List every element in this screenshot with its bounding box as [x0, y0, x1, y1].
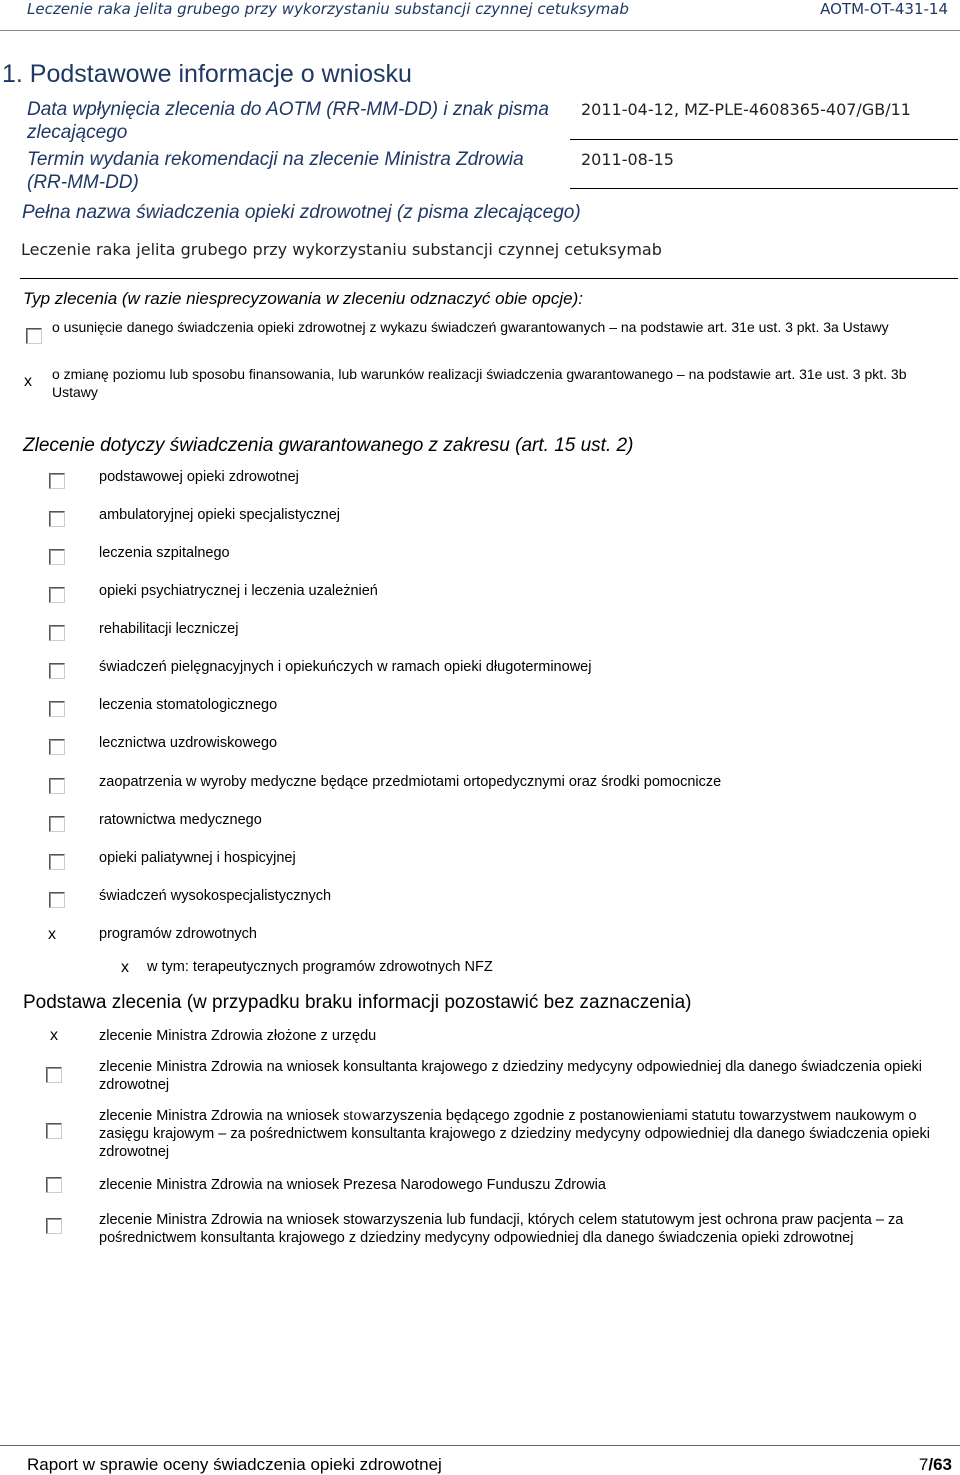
scope-checkbox-2[interactable] — [49, 511, 65, 527]
basis-item-5: zlecenie Ministra Zdrowia na wniosek stowarzyszenia lub fundacji, których celem statutowym jest ochrona praw pacjenta – za pośrednictwem konsultanta krajowego z dziedziny medycyny odpowiedniej dla danego świadczenia opieki zdrowotnej — [99, 1212, 904, 1246]
scope-item-1: podstawowej opieki zdrowotnej — [99, 469, 299, 485]
order-type-heading: Typ zlecenia (w razie niesprecyzowania w zleceniu odznaczyć obie opcje): — [23, 289, 584, 308]
scope-item-5: rehabilitacji leczniczej — [99, 621, 239, 637]
scope-subitem-checkbox[interactable]: x — [121, 959, 129, 976]
scope-checkbox-10[interactable] — [49, 816, 65, 832]
scope-item-9: zaopatrzenia w wyroby medyczne będące przedmiotami ortopedycznymi oraz środki pomocnicze — [99, 774, 722, 790]
scope-checkbox-5[interactable] — [49, 625, 65, 641]
scope-checkbox-7[interactable] — [49, 701, 65, 717]
scope-item-12: świadczeń wysokospecjalistycznych — [99, 888, 332, 904]
scope-checkbox-13[interactable]: x — [48, 926, 56, 943]
basis-item-3: zlecenie Ministra Zdrowia na wniosek stowarzyszenia będącego zgodnie z postanowieniami statutu towarzystwem naukowym o zasięgu krajowym – za pośrednictwem konsultanta krajowego z dziedziny medycyny odpowiedniej dla danego świadczenia opieki zdrowotnej — [99, 1107, 930, 1160]
scope-checkbox-1[interactable] — [49, 473, 65, 489]
basis-item-4: zlecenie Ministra Zdrowia na wniosek Prezesa Narodowego Funduszu Zdrowia — [99, 1177, 606, 1193]
footer-report-title: Raport w sprawie oceny świadczenia opieki zdrowotnej — [27, 1455, 442, 1474]
scope-checkbox-8[interactable] — [49, 739, 65, 755]
basis-item-2: zlecenie Ministra Zdrowia na wniosek konsultanta krajowego z dziedziny medycyny odpowiedniej dla danego świadczenia opieki zdrowotnej — [99, 1059, 922, 1093]
scope-item-8: lecznictwa uzdrowiskowego — [99, 735, 278, 751]
deadline-value: 2011-08-15 — [570, 150, 958, 189]
basis-checkbox-4[interactable] — [46, 1177, 62, 1193]
scope-checkbox-4[interactable] — [49, 587, 65, 603]
basis-item-1: zlecenie Ministra Zdrowia złożone z urzędu — [99, 1028, 377, 1044]
deadline-label: Termin wydania rekomendacji na zlecenie Ministra Zdrowia (RR-MM-DD) — [27, 149, 524, 193]
order-remove-label: o usunięcie danego świadczenia opieki zdrowotnej z wykazu świadczeń gwarantowanych – na podstawie art. 31e ust. 3 pkt. 3a Ustawy — [52, 319, 889, 335]
footer-divider — [0, 1445, 960, 1446]
order-remove-checkbox[interactable] — [26, 328, 42, 344]
scope-item-4: opieki psychiatrycznej i leczenia uzależnień — [99, 583, 378, 599]
scope-item-2: ambulatoryjnej opieki specjalistycznej — [99, 507, 340, 523]
basis-checkbox-5[interactable] — [46, 1218, 62, 1234]
scope-checkbox-12[interactable] — [49, 892, 65, 908]
section-title: 1. Podstawowe informacje o wniosku — [2, 60, 412, 88]
scope-heading: Zlecenie dotyczy świadczenia gwarantowanego z zakresu (art. 15 ust. 2) — [23, 435, 634, 456]
scope-item-11: opieki paliatywnej i hospicyjnej — [99, 850, 296, 866]
date-label: Data wpłynięcia zlecenia do AOTM (RR-MM-DD) i znak pisma zlecającego — [27, 99, 549, 143]
basis-heading: Podstawa zlecenia (w przypadku braku informacji pozostawić bez zaznaczenia) — [23, 992, 692, 1013]
scope-checkbox-3[interactable] — [49, 549, 65, 565]
basis-checkbox-2[interactable] — [46, 1067, 62, 1083]
basis-checkbox-3[interactable] — [46, 1123, 62, 1139]
running-header-title: Leczenie raka jelita grubego przy wykorzystaniu substancji czynnej cetuksymab — [27, 0, 629, 18]
scope-subitem-label: w tym: terapeutycznych programów zdrowotnych NFZ — [147, 959, 493, 975]
scope-item-10: ratownictwa medycznego — [99, 812, 262, 828]
running-header-code: AOTM-OT-431-14 — [820, 0, 948, 18]
scope-item-3: leczenia szpitalnego — [99, 545, 230, 561]
date-value: 2011-04-12, MZ-PLE-4608365-407/GB/11 — [570, 100, 958, 140]
order-change-checkbox[interactable]: x — [24, 373, 32, 390]
scope-checkbox-9[interactable] — [49, 778, 65, 794]
basis-checkbox-1[interactable]: x — [50, 1027, 58, 1044]
scope-item-7: leczenia stomatologicznego — [99, 697, 278, 713]
scope-checkbox-11[interactable] — [49, 854, 65, 870]
fullname-value: Leczenie raka jelita grubego przy wykorzystaniu substancji czynnej cetuksymab — [20, 240, 958, 279]
scope-item-13: programów zdrowotnych — [99, 926, 257, 942]
page-number: 7/63 — [918, 1455, 952, 1474]
header-divider — [0, 30, 960, 31]
order-change-label: o zmianę poziomu lub sposobu finansowania, lub warunków realizacji świadczenia gwarantowanego – na podstawie art. 31e ust. 3 pkt. 3b Ustawy — [52, 366, 907, 400]
scope-item-6: świadczeń pielęgnacyjnych i opiekuńczych w ramach opieki długoterminowej — [99, 659, 592, 675]
scope-checkbox-6[interactable] — [49, 663, 65, 679]
fullname-label: Pełna nazwa świadczenia opieki zdrowotnej (z pisma zlecającego) — [22, 202, 581, 223]
